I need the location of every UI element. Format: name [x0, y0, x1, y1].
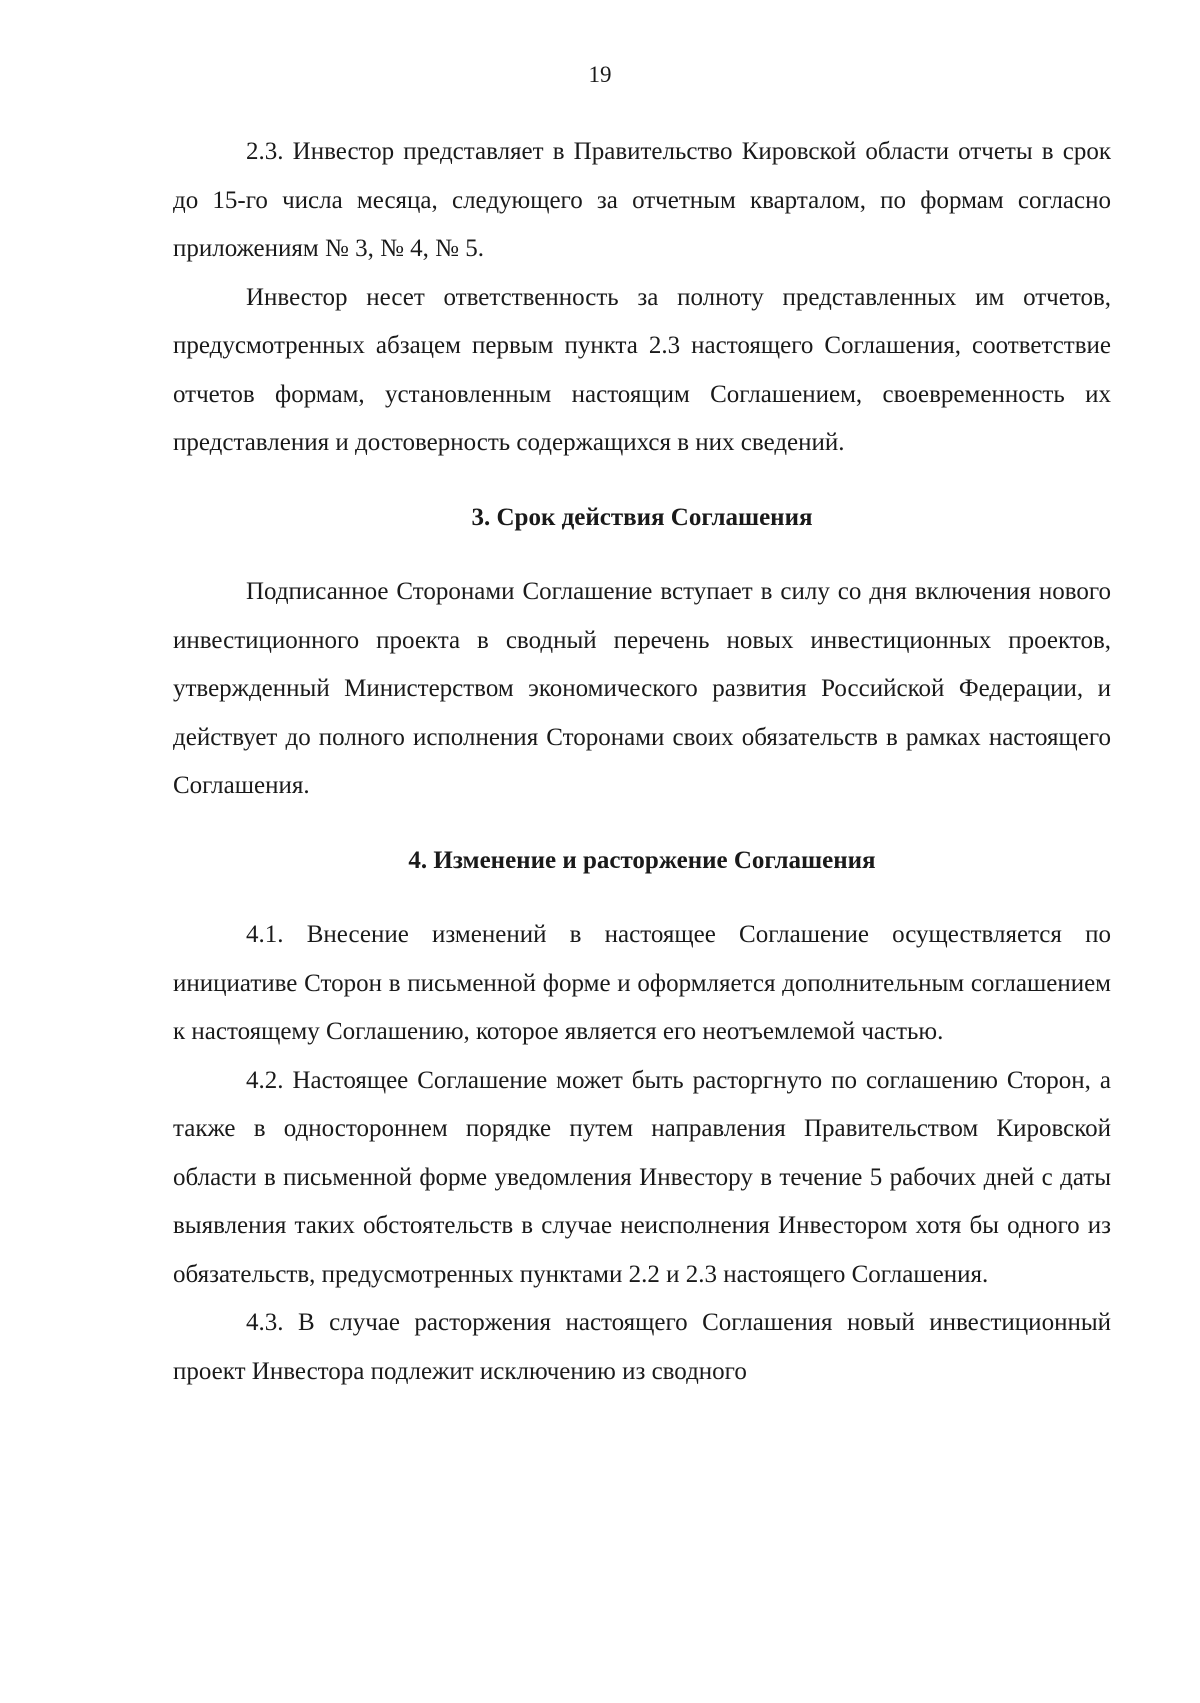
- page-number: 19: [588, 62, 612, 87]
- paragraph-3: Подписанное Сторонами Соглашение вступает в силу со дня включения нового инвестиционного проекта в сводный перечень новых инвестиционных проектов, утвержденный Министерством экономического развития Российской Федерации, и действует до полного исполнения Сторонами своих обязательств в рамках настоящего Соглашения.: [173, 578, 1111, 799]
- spacer: [173, 885, 1111, 911]
- paragraph-4-2: 4.2. Настоящее Соглашение может быть расторгнуто по соглашению Сторон, а также в одностороннем порядке путем направления Правительством Кировской области в письменной форме уведомления Инвестору в течение 5 рабочих дней с даты выявления таких обстоятельств в случае неисполнения Инвестором хотя бы одного из обязательств, предусмотренных пунктами 2.2 и 2.3 настоящего Соглашения.: [173, 1066, 1111, 1288]
- paragraph-4-1: 4.1. Внесение изменений в настоящее Соглашение осуществляется по инициативе Сторон в письменной форме и оформляется дополнительным соглашением к настоящему Соглашению, которое является его неотъемлемой частью.: [173, 921, 1111, 1045]
- paragraph-2-3: 2.3. Инвестор представляет в Правительство Кировской области отчеты в срок до 15-го числа месяца, следующего за отчетным кварталом, по формам согласно приложениям № 3, № 4, № 5.: [173, 138, 1111, 262]
- paragraph-2-3-responsibility: Инвестор несет ответственность за полноту представленных им отчетов, предусмотренных абзацем первым пункта 2.3 настоящего Соглашения, соответствие отчетов формам, установленным настоящим Соглашением, своевременность их представления и достоверность содержащихся в них сведений.: [173, 283, 1111, 456]
- spacer: [173, 468, 1111, 494]
- section-heading-3: 3. Срок действия Соглашения: [471, 503, 813, 531]
- section-heading-4: 4. Изменение и расторжение Соглашения: [408, 846, 876, 874]
- document-body: [173, 128, 1111, 1396]
- spacer: [173, 542, 1111, 568]
- spacer: [173, 811, 1111, 837]
- paragraph-4-3: 4.3. В случае расторжения настоящего Соглашения новый инвестиционный проект Инвестора подлежит исключению из сводного: [173, 1309, 1111, 1385]
